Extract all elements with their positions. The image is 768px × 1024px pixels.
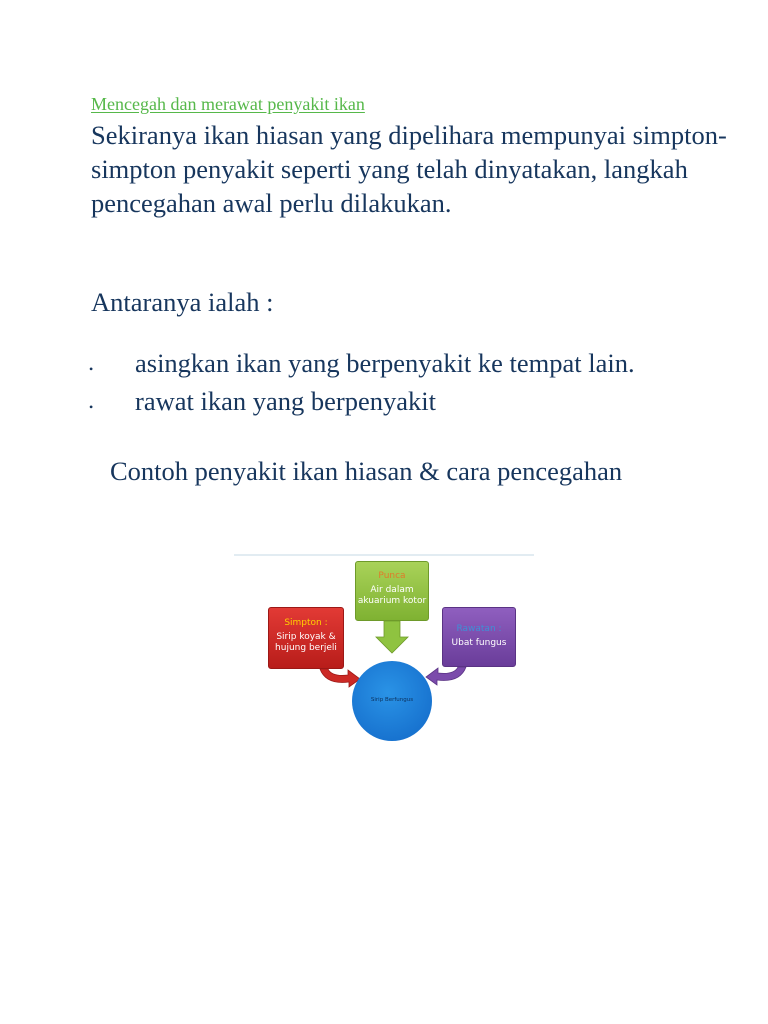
disease-diagram: [232, 553, 536, 741]
section-heading[interactable]: Mencegah dan merawat penyakit ikan: [91, 94, 365, 114]
bullet-text: asingkan ikan yang berpenyakit ke tempat lain.: [135, 348, 635, 378]
intro-paragraph: Sekiranya ikan hiasan yang dipelihara mempunyai simpton-simpton penyakit seperti yang telah dinyatakan, langkah pencegahan awal perlu dilakukan.: [91, 120, 727, 218]
rawatan-text: Ubat fungus: [451, 638, 507, 648]
punca-box: [355, 561, 429, 621]
arrow-curved-right-icon: [320, 669, 360, 687]
punca-title: Punca: [378, 571, 406, 581]
arrow-down-icon: [376, 621, 408, 653]
simpton-text: Sirip koyak & hujung berjeli: [275, 632, 337, 653]
arrow-curved-left-icon: [426, 667, 466, 685]
diagram-title: Contoh penyakit ikan hiasan & cara pencegahan: [110, 456, 623, 486]
bullet-icon: •: [89, 362, 94, 376]
bullet-icon: •: [89, 400, 94, 414]
simpton-title: Simpton :: [284, 618, 328, 628]
rawatan-title: Rawatan :: [456, 624, 502, 634]
bullet-text: rawat ikan yang berpenyakit: [135, 386, 436, 416]
punca-text: Air dalam akuarium kotor: [357, 585, 427, 606]
simpton-box: [268, 607, 344, 669]
center-circle: [352, 661, 432, 741]
list-intro: Antaranya ialah :: [91, 287, 274, 317]
rawatan-box: [442, 607, 516, 667]
center-label: Sirip Berfungus: [370, 697, 414, 703]
